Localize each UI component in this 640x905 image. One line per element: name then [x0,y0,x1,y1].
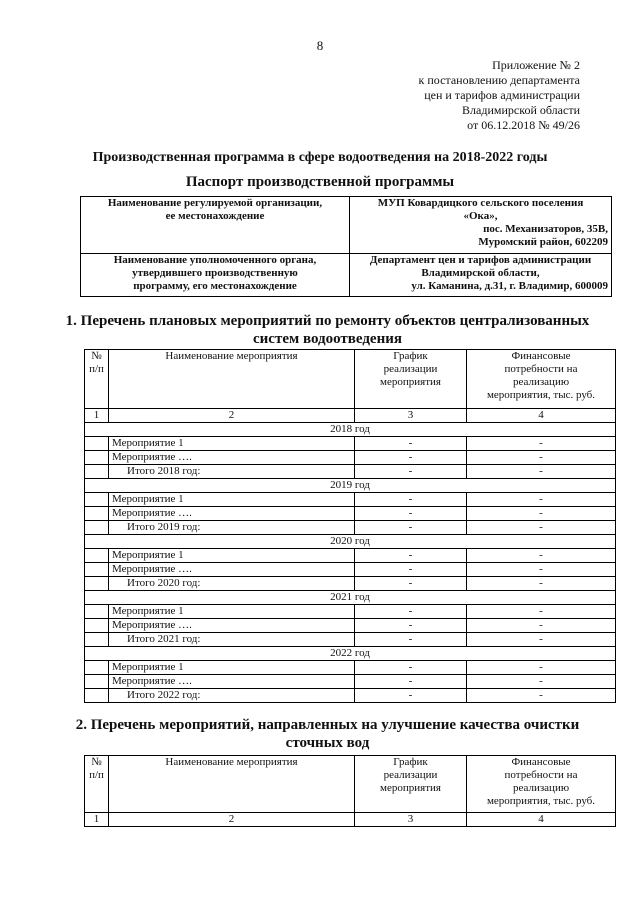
total-row [85,465,616,479]
header-cell [85,350,109,409]
passport-row [81,254,612,297]
row-number-cell [85,633,109,647]
table-row [85,563,616,577]
finance-cell: - [467,633,616,647]
finance-cell: - [467,563,616,577]
total-row [85,521,616,535]
schedule-cell: - [355,465,467,479]
text: утвердившего производственную [132,267,298,279]
total-label: Итого 2018 год: [109,465,355,479]
text: реализацию [512,376,570,388]
text: Наименование уполномоченного органа, [113,254,317,266]
table-row [85,675,616,689]
number-cell: 2 [109,813,355,827]
text: сточных вод [285,735,370,751]
passport-label [81,254,350,297]
number-cell: 3 [355,813,467,827]
row-number-cell [85,577,109,591]
header-cell [467,350,616,409]
row-number-cell [85,689,109,703]
measure-name: Мероприятие 1 [109,661,355,675]
schedule-cell: - [355,605,467,619]
passport-value [350,197,612,254]
measure-name: Мероприятие 1 [109,437,355,451]
number-cell: 4 [467,409,616,423]
schedule-cell: - [355,437,467,451]
table-row [85,451,616,465]
header-cell [355,350,467,409]
finance-cell: - [467,437,616,451]
text: потребности на [504,769,578,781]
text: № [91,350,102,362]
header-cell [355,756,467,813]
table-row [85,605,616,619]
number-cell: 1 [85,813,109,827]
text: ул. Каманина, д.31, г. Владимир, 600009 [411,280,608,292]
text: 1. Перечень плановых мероприятий по ремонту объектов централизованных [65,313,590,329]
annex-line: от 06.12.2018 № 49/26 [467,118,580,132]
year-label: 2022 год [85,647,616,661]
measure-name: Мероприятие …. [109,507,355,521]
text: реализации [383,363,438,375]
annex-line: Владимирской области [462,103,580,117]
schedule-cell: - [355,661,467,675]
text: мероприятия [380,376,441,388]
text: пос. Механизаторов, 35В, [483,223,608,235]
text: мероприятия, тыс. руб. [486,795,596,807]
measure-name: Мероприятие 1 [109,493,355,507]
annex-line: цен и тарифов администрации [424,88,580,102]
measure-name: Мероприятие …. [109,619,355,633]
table-row [85,493,616,507]
finance-cell: - [467,521,616,535]
table-row [85,437,616,451]
measure-name: Мероприятие …. [109,675,355,689]
text: программу, его местонахождение [133,280,297,292]
text: № [91,756,102,768]
text: Финансовые [511,756,571,768]
finance-cell: - [467,451,616,465]
row-number-cell [85,465,109,479]
finance-cell: - [467,661,616,675]
schedule-cell: - [355,563,467,577]
measure-name: Мероприятие …. [109,451,355,465]
total-label: Итого 2019 год: [109,521,355,535]
table-number-row [85,813,616,827]
finance-cell: - [467,577,616,591]
schedule-cell: - [355,619,467,633]
annex-block [419,58,580,133]
total-row [85,633,616,647]
text: потребности на [504,363,578,375]
table-row [85,507,616,521]
text: Владимирской области, [421,267,540,279]
passport-label [81,197,350,254]
text: Департамент цен и тарифов администрации [369,254,592,266]
header-cell [85,756,109,813]
text: п/п [89,363,104,375]
schedule-cell: - [355,577,467,591]
year-label: 2021 год [85,591,616,605]
row-number-cell [85,521,109,535]
number-cell: 4 [467,813,616,827]
row-number-cell [85,563,109,577]
header-cell [467,756,616,813]
schedule-cell: - [355,549,467,563]
page-number: 8 [316,38,324,53]
year-row [85,535,616,549]
section1-title [40,312,615,348]
row-number-cell [85,605,109,619]
annex-line: Приложение № 2 [492,58,580,72]
measure-name: Мероприятие 1 [109,605,355,619]
measure-name: Мероприятие …. [109,563,355,577]
number-cell: 1 [85,409,109,423]
year-label: 2018 год [85,423,616,437]
section2-title [40,716,615,752]
header-cell: Наименование мероприятия [109,756,355,813]
finance-cell: - [467,549,616,563]
measure-name: Мероприятие 1 [109,549,355,563]
row-number-cell [85,661,109,675]
finance-cell: - [467,507,616,521]
year-label: 2020 год [85,535,616,549]
text: График [393,756,428,768]
total-row [85,577,616,591]
number-cell: 3 [355,409,467,423]
text: п/п [89,769,104,781]
finance-cell: - [467,689,616,703]
finance-cell: - [467,465,616,479]
text: Наименование регулируемой организации, [107,197,323,209]
row-number-cell [85,451,109,465]
schedule-cell: - [355,507,467,521]
text: «Ока», [463,210,498,222]
row-number-cell [85,437,109,451]
finance-cell: - [467,605,616,619]
schedule-cell: - [355,675,467,689]
schedule-cell: - [355,521,467,535]
text: мероприятия [380,782,441,794]
section1-table [84,349,616,703]
row-number-cell [85,619,109,633]
table-row [85,661,616,675]
text: Финансовые [511,350,571,362]
total-label: Итого 2022 год: [109,689,355,703]
text: Муромский район, 602209 [478,236,608,248]
year-row [85,647,616,661]
text: График [393,350,428,362]
document-title: Производственная программа в сфере водоотведения на 2018-2022 годы [92,150,548,165]
schedule-cell: - [355,493,467,507]
passport-row [81,197,612,254]
text: 2. Перечень мероприятий, направленных на улучшение качества очистки [75,717,580,733]
row-number-cell [85,549,109,563]
schedule-cell: - [355,689,467,703]
total-row [85,689,616,703]
table-header-row [85,350,616,409]
year-row [85,423,616,437]
finance-cell: - [467,675,616,689]
text: ее местонахождение [165,210,265,222]
text: систем водоотведения [253,331,402,347]
row-number-cell [85,507,109,521]
document-subtitle: Паспорт производственной программы [185,174,455,190]
year-label: 2019 год [85,479,616,493]
schedule-cell: - [355,633,467,647]
number-cell: 2 [109,409,355,423]
table-row [85,619,616,633]
table-number-row [85,409,616,423]
total-label: Итого 2021 год: [109,633,355,647]
total-label: Итого 2020 год: [109,577,355,591]
header-cell: Наименование мероприятия [109,350,355,409]
row-number-cell [85,493,109,507]
passport-value [350,254,612,297]
schedule-cell: - [355,451,467,465]
section2-table [84,755,616,827]
finance-cell: - [467,619,616,633]
row-number-cell [85,675,109,689]
annex-line: к постановлению департамента [418,73,580,87]
passport-table [80,196,612,297]
text: мероприятия, тыс. руб. [486,389,596,401]
year-row [85,591,616,605]
text: МУП Ковардицкого сельского поселения [377,197,584,209]
table-row [85,549,616,563]
text: реализацию [512,782,570,794]
text: реализации [383,769,438,781]
table-header-row [85,756,616,813]
year-row [85,479,616,493]
finance-cell: - [467,493,616,507]
